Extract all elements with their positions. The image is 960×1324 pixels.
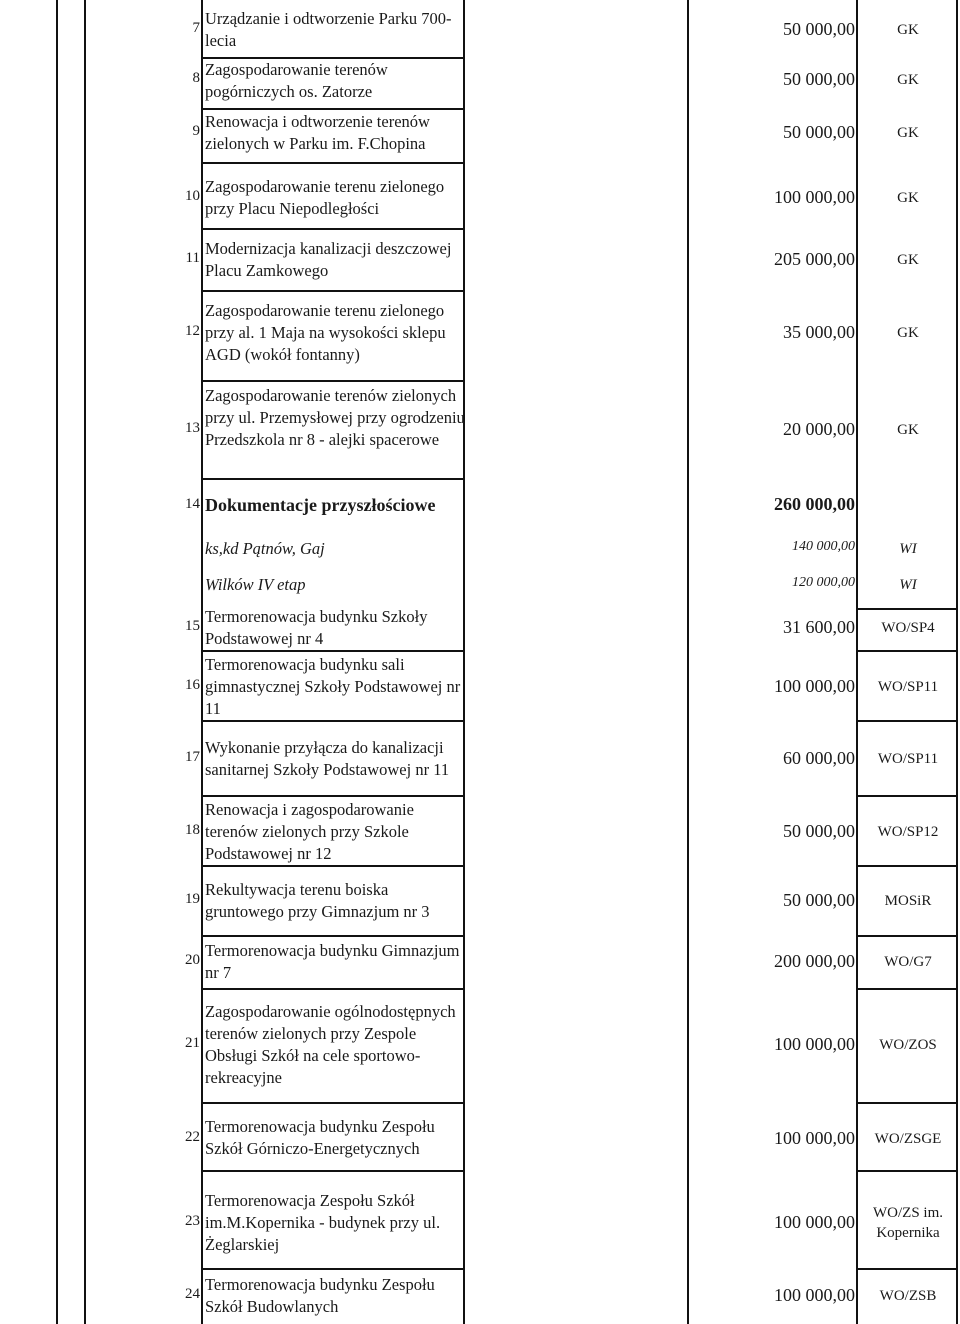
row-divider (201, 720, 463, 722)
row-divider (201, 795, 463, 797)
row-amount: 50 000,00 (783, 890, 855, 910)
row-number: 12 (185, 323, 200, 339)
row-number: 18 (185, 822, 200, 838)
row-description: Termorenowacja Zespołu Szkół im.M.Kopernika - budynek przy ul. Żeglarskiej (205, 1191, 441, 1254)
row-number: 10 (185, 188, 200, 204)
row-description: Dokumentacje przyszłościowe (205, 495, 436, 515)
row-amount: 31 600,00 (783, 617, 855, 637)
row-unit: GK (897, 190, 919, 206)
row-number: 14 (185, 496, 200, 512)
row-description: Wilków IV etap (205, 575, 306, 594)
row-description: Zagospodarowanie ogólnodostępnych terenów zielonych przy Zespole Obsługi Szkół na cele sportowo-rekreacyjne (205, 1002, 456, 1087)
row-divider (201, 162, 463, 164)
row-amount: 100 000,00 (774, 1285, 855, 1305)
row-number: 20 (185, 952, 200, 968)
row-description: Urządzanie i odtworzenie Parku 700-lecia (205, 9, 452, 50)
row-description: ks,kd Pątnów, Gaj (205, 539, 325, 558)
row-description: Zagospodarowanie terenów pogórniczych os. Zatorze (205, 60, 388, 101)
row-divider (856, 795, 956, 797)
row-divider (856, 865, 956, 867)
row-description: Wykonanie przyłącza do kanalizacji sanitarnej Szkoły Podstawowej nr 11 (205, 738, 450, 779)
row-description: Termorenowacja budynku Zespołu Szkół Budowlanych (205, 1275, 435, 1316)
row-unit: GK (897, 72, 919, 88)
row-amount: 50 000,00 (783, 69, 855, 89)
row-amount: 100 000,00 (774, 676, 855, 696)
row-divider (201, 1170, 463, 1172)
row-unit: GK (897, 325, 919, 341)
row-number: 21 (185, 1035, 200, 1051)
row-divider (201, 380, 463, 382)
row-unit: WI (899, 577, 917, 593)
row-unit: WO/SP4 (881, 620, 935, 636)
row-unit: WO/SP12 (877, 824, 939, 840)
row-unit: WO/ZS im. Kopernika (873, 1205, 943, 1241)
row-amount: 205 000,00 (774, 249, 855, 269)
row-description: Renowacja i odtworzenie terenów zielonych w Parku im. F.Chopina (205, 112, 430, 153)
row-divider (201, 935, 463, 937)
row-description: Modernizacja kanalizacji deszczowej Placu Zamkowego (205, 239, 452, 280)
row-divider (856, 935, 956, 937)
table-border-left-inner (84, 0, 86, 1324)
row-divider (856, 988, 956, 990)
row-number: 11 (185, 250, 200, 266)
row-description: Termorenowacja budynku Zespołu Szkół Górniczo-Energetycznych (205, 1117, 435, 1158)
row-unit: WO/ZOS (879, 1037, 937, 1053)
row-unit: WO/G7 (884, 954, 932, 970)
row-divider (856, 650, 956, 652)
row-divider (856, 1102, 956, 1104)
row-amount: 60 000,00 (783, 748, 855, 768)
row-divider (201, 228, 463, 230)
row-unit: WO/ZSB (879, 1288, 937, 1304)
row-number: 15 (185, 618, 200, 634)
row-amount: 50 000,00 (783, 19, 855, 39)
row-number: 19 (185, 891, 200, 907)
row-divider (201, 1102, 463, 1104)
row-divider (201, 988, 463, 990)
row-number: 16 (185, 677, 200, 693)
row-unit: WO/SP11 (877, 679, 939, 695)
row-amount: 200 000,00 (774, 951, 855, 971)
row-divider (856, 608, 956, 610)
row-description: Zagospodarowanie terenu zielonego przy al. 1 Maja na wysokości sklepu AGD (wokół fontanny) (205, 301, 446, 364)
row-amount: 100 000,00 (774, 187, 855, 207)
row-description: Rekultywacja terenu boiska gruntowego przy Gimnazjum nr 3 (205, 880, 430, 921)
row-amount: 35 000,00 (783, 322, 855, 342)
row-description: Zagospodarowanie terenów zielonych przy ul. Przemysłowej przy ogrodzeniu Przedszkola nr 8 - alejki spacerowe (205, 386, 465, 449)
row-divider (201, 1268, 463, 1270)
row-unit: GK (897, 252, 919, 268)
row-number: 13 (185, 420, 200, 436)
row-unit: WO/ZSGE (874, 1131, 942, 1147)
row-unit: WO/SP11 (877, 751, 939, 767)
row-amount: 100 000,00 (774, 1212, 855, 1232)
table-border-left-outer (56, 0, 58, 1324)
row-unit: WI (899, 541, 917, 557)
row-number: 8 (192, 70, 200, 86)
row-number: 24 (185, 1286, 200, 1302)
row-description: Termorenowacja budynku sali gimnastycznej Szkoły Podstawowej nr 11 (205, 655, 461, 718)
row-divider (201, 478, 463, 480)
row-unit: GK (897, 422, 919, 438)
row-divider (201, 650, 463, 652)
row-divider (856, 1268, 956, 1270)
row-amount: 20 000,00 (783, 419, 855, 439)
row-divider (201, 865, 463, 867)
row-description: Termorenowacja budynku Gimnazjum nr 7 (205, 941, 460, 982)
row-amount: 120 000,00 (792, 575, 855, 590)
row-amount: 260 000,00 (774, 494, 855, 514)
row-divider (201, 108, 463, 110)
row-divider (856, 1170, 956, 1172)
row-number: 9 (192, 123, 200, 139)
row-description: Termorenowacja budynku Szkoły Podstawowej nr 4 (205, 607, 428, 648)
table-border-amount-col (687, 0, 689, 1324)
row-number: 17 (185, 749, 200, 765)
row-divider (856, 720, 956, 722)
row-unit: GK (897, 125, 919, 141)
row-divider (201, 290, 463, 292)
table-border-no-col (201, 0, 203, 1324)
row-amount: 100 000,00 (774, 1128, 855, 1148)
row-description: Zagospodarowanie terenu zielonego przy Placu Niepodległości (205, 177, 445, 218)
row-number: 23 (185, 1213, 200, 1229)
row-number: 22 (185, 1129, 200, 1145)
row-amount: 50 000,00 (783, 122, 855, 142)
row-amount: 50 000,00 (783, 821, 855, 841)
row-number: 7 (192, 20, 200, 36)
row-amount: 140 000,00 (792, 539, 855, 554)
row-unit: GK (897, 22, 919, 38)
row-unit: MOSiR (884, 893, 932, 909)
row-amount: 100 000,00 (774, 1034, 855, 1054)
row-description: Renowacja i zagospodarowanie terenów zielonych przy Szkole Podstawowej nr 12 (205, 800, 414, 863)
